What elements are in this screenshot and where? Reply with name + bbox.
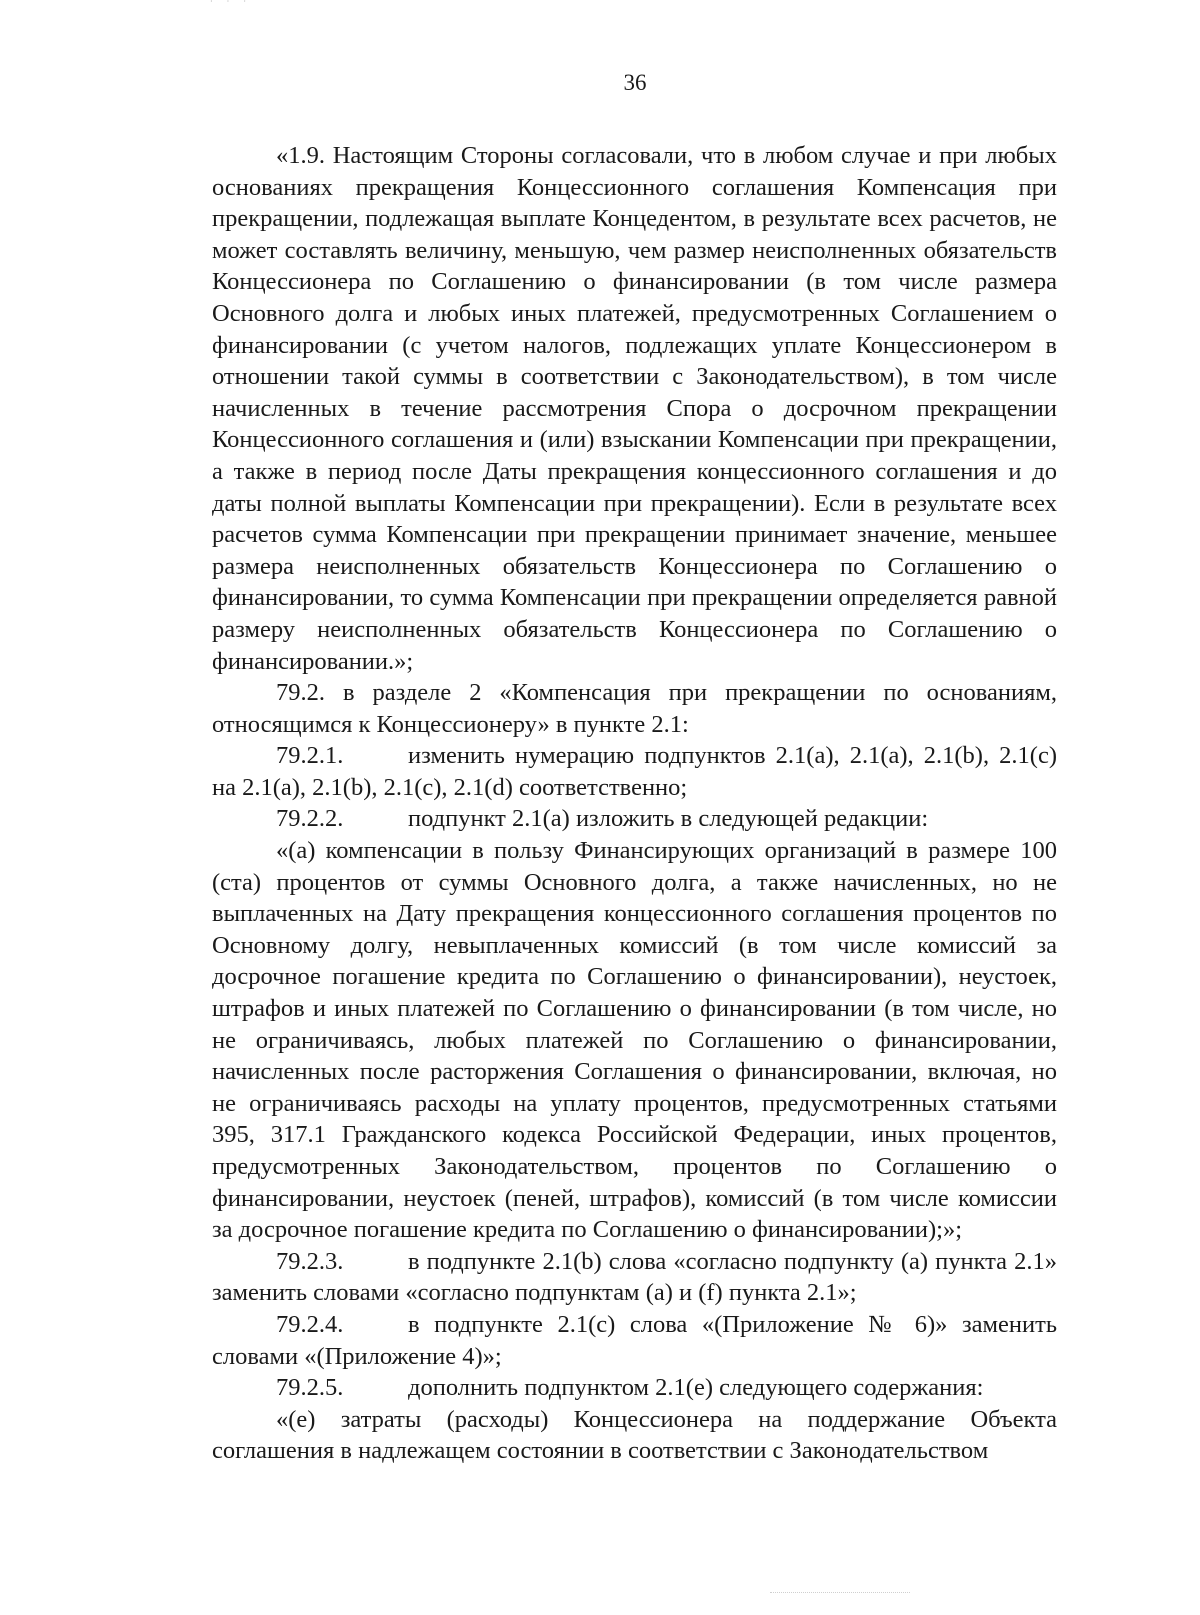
item-text: в подпункте 2.1(b) слова «согласно подпункту (а) пункта 2.1» заменить словами «согласно подпунктам (а) и (f) пункта 2.1»; [212, 1247, 1057, 1307]
item-number: 79.2.2. [276, 805, 344, 833]
list-item-79-2-5 [212, 1372, 1057, 1404]
item-number: 79.2.4. [276, 1310, 344, 1338]
paragraph-subitem-e: «(е) затраты (расходы) Концессионера на поддержание Объекта соглашения в надлежащем состоянии в соответствии с Законодательством [212, 1405, 1057, 1465]
list-item-79-2-1 [212, 740, 1057, 803]
list-item-79-2-2 [212, 803, 1057, 835]
item-number: 79.2.1. [276, 742, 344, 770]
item-text: изменить нумерацию подпунктов 2.1(а), 2.1(а), 2.1(b), 2.1(с) на 2.1(а), 2.1(b), 2.1(с), 2.1(d) соответственно; [212, 742, 1057, 801]
item-number: 79.2.3. [276, 1247, 344, 1275]
paragraph-subitem-a: «(а) компенсации в пользу Финансирующих организаций в размере 100 (ста) процентов от суммы Основного долга, а также начисленных, но не выплаченных на Дату прекращения концессионного соглашения процентов по Основному долгу, невыплаченных комиссий (в том числе комиссий за досрочное погашение кредита по Соглашению о финансировании), неустоек, штрафов и иных платежей по Соглашению о финансировании (в том числе, но не ограничиваясь, любых платежей по Соглашению о финансировании, начисленных после расторжения Соглашения о финансировании, включая, но не ограничиваясь расходы на уплату процентов, предусмотренных статьями 395, 317.1 Гражданского кодекса Российской Федерации, иных процентов, предусмотренных Законодательством, процентов по Соглашению о финансировании, неустоек (пеней, штрафов), комиссий (в том числе комиссии за досрочное погашение кредита по Соглашению о финансировании);»; [212, 837, 1057, 1244]
paragraph-1-9: «1.9. Настоящим Стороны согласовали, что в любом случае и при любых основаниях прекращения Концессионного соглашения Компенсация при прекращении, подлежащая выплате Концедентом, в результате всех расчетов, не может составлять величину, меньшую, чем размер неисполненных обязательств Концессионера по Соглашению о финансировании (в том числе размера Основного долга и любых иных платежей, предусмотренных Соглашением о финансировании (с учетом налогов, подлежащих уплате Концессионером в отношении такой суммы в соответствии с Законодательством), в том числе начисленных в течение рассмотрения Спора о досрочном прекращении Концессионного соглашения и (или) взыскании Компенсации при прекращении, а также в период после Даты прекращения концессионного соглашения и до даты полной выплаты Компенсации при прекращении). Если в результате всех расчетов сумма Компенсации при прекращении принимает значение, меньшее размера неисполненных обязательств Концессионера по Соглашению о финансировании, то сумма Компенсации при прекращении определяется равной размеру неисполненных обязательств Концессионера по Соглашению о финансировании.»; [212, 142, 1057, 675]
scan-artifact: · · · [210, 0, 252, 6]
list-item-79-2-4 [212, 1309, 1057, 1372]
page-number: 36 [623, 70, 647, 95]
list-item-79-2-3 [212, 1246, 1057, 1309]
item-text: подпункт 2.1(а) изложить в следующей редакции: [408, 805, 929, 833]
paragraph-79-2: 79.2. в разделе 2 «Компенсация при прекращении по основаниям, относящимся к Концессионеру» в пункте 2.1: [212, 679, 1057, 738]
item-number: 79.2.5. [276, 1374, 344, 1402]
item-text: в подпункте 2.1(с) слова «(Приложение № 6)» заменить словами «(Приложение 4)»; [212, 1310, 1057, 1370]
scan-artifact-bottom [770, 1592, 910, 1593]
item-text: дополнить подпунктом 2.1(е) следующего содержания: [408, 1374, 984, 1402]
document-body [212, 140, 1057, 1467]
